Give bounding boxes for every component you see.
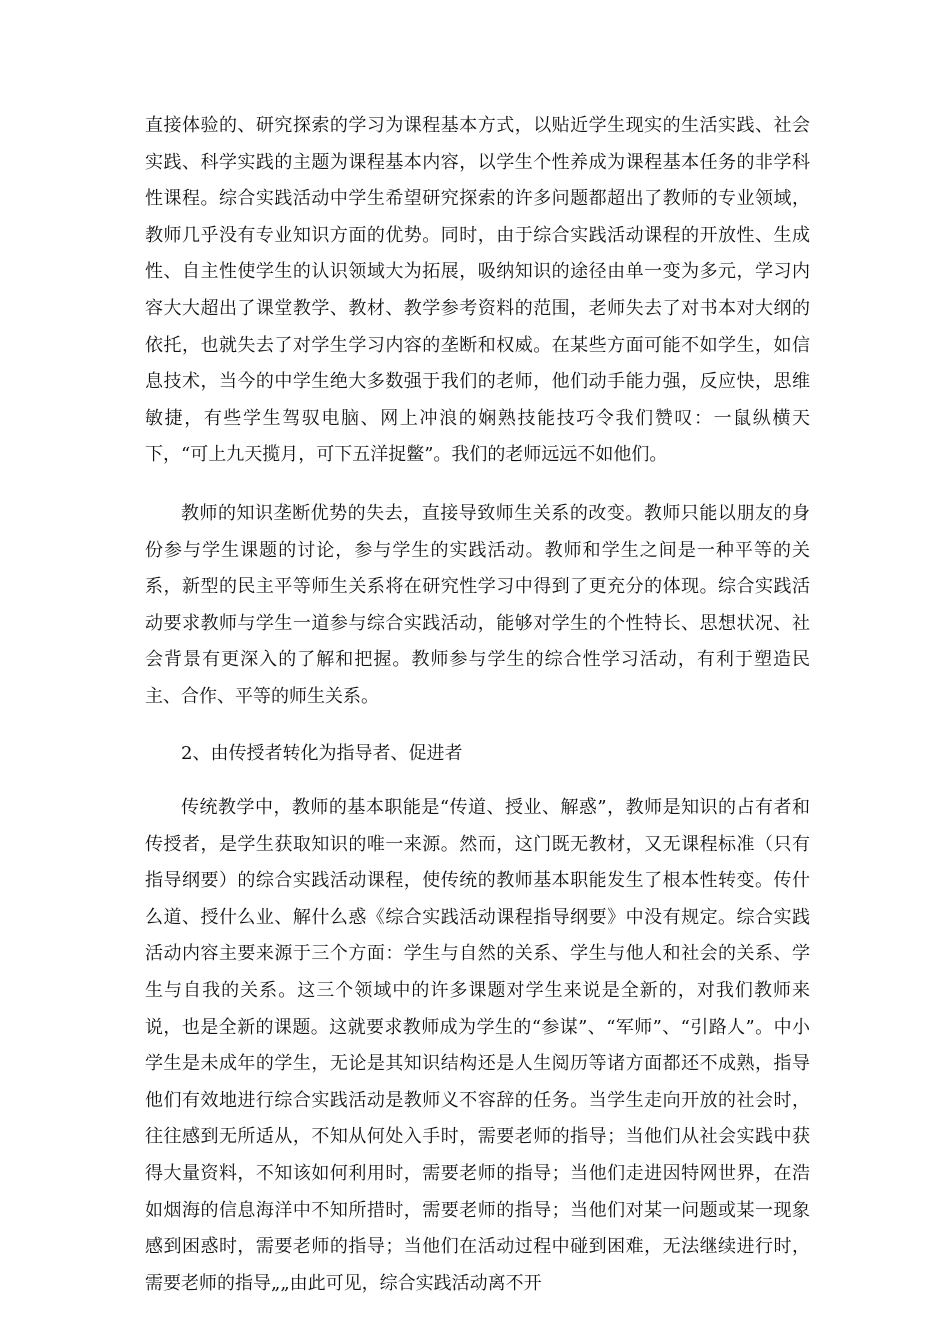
paragraph-1: 直接体验的、研究探索的学习为课程基本方式，以贴近学生现实的生活实践、社会实践、科学实践的主题为课程基本内容，以学生个性养成为课程基本任务的非学科性课程。综合实践活动中学生希望研究探索的许多问题都超出了教师的专业领域，教师几乎没有专业知识方面的优势。同时，由于综合实践活动课程的开放性、生成性、自主性使学生的认识领域大为拓展，吸纳知识的途径由单一变为多元，学习内容大大超出了课堂教学、教材、教学参考资料的范围，老师失去了对书本对大纲的依托，也就失去了对学生学习内容的垄断和权威。在某些方面可能不如学生，如信息技术，当今的中学生绝大多数强于我们的老师，他们动手能力强，反应快，思维敏捷，有些学生驾驭电脑、网上冲浪的娴熟技能技巧令我们赞叹：一鼠纵横天下，“可上九天揽月，可下五洋捉鳖”。我们的老师远远不如他们。 [145,115,810,466]
paragraph-2: 教师的知识垄断优势的失去，直接导致师生关系的改变。教师只能以朋友的身份参与学生课题的讨论，参与学生的实践活动。教师和学生之间是一种平等的关系，新型的民主平等师生关系将在研究性学习中得到了更充分的体现。综合实践活动要求教师与学生一道参与综合实践活动，能够对学生的个性特长、思想状况、社会背景有更深入的了解和把握。教师参与学生的综合性学习活动，有利于塑造民主、合作、平等的师生关系。 [145,502,810,707]
document-body [145,108,810,1302]
section-heading: 2、由传授者转化为指导者、促进者 [181,742,463,764]
paragraph-3: 传统教学中，教师的基本职能是“传道、授业、解惑”，教师是知识的占有者和传授者，是学生获取知识的唯一来源。然而，这门既无教材，又无课程标准（只有指导纲要）的综合实践活动课程，使传统的教师基本职能发生了根本性转变。传什么道、授什么业、解什么惑《综合实践活动课程指导纲要》中没有规定。综合实践活动内容主要来源于三个方面：学生与自然的关系、学生与他人和社会的关系、学生与自我的关系。这三个领域中的许多课题对学生来说是全新的，对我们教师来说，也是全新的课题。这就要求教师成为学生的“参谋”、“军师”、“引路人”。中小学生是未成年的学生，无论是其知识结构还是人生阅历等诸方面都还不成熟，指导他们有效地进行综合实践活动是教师义不容辞的任务。当学生走向开放的社会时，往往感到无所适从，不知从何处入手时，需要老师的指导；当他们从社会实践中获得大量资料，不知该如何利用时，需要老师的指导；当他们走进因特网世界，在浩如烟海的信息海洋中不知所措时，需要老师的指导；当他们对某一问题或某一现象感到困惑时，需要老师的指导；当他们在活动过程中碰到困难，无法继续进行时，需要老师的指导„„由此可见，综合实践活动离不开 [145,797,810,1294]
